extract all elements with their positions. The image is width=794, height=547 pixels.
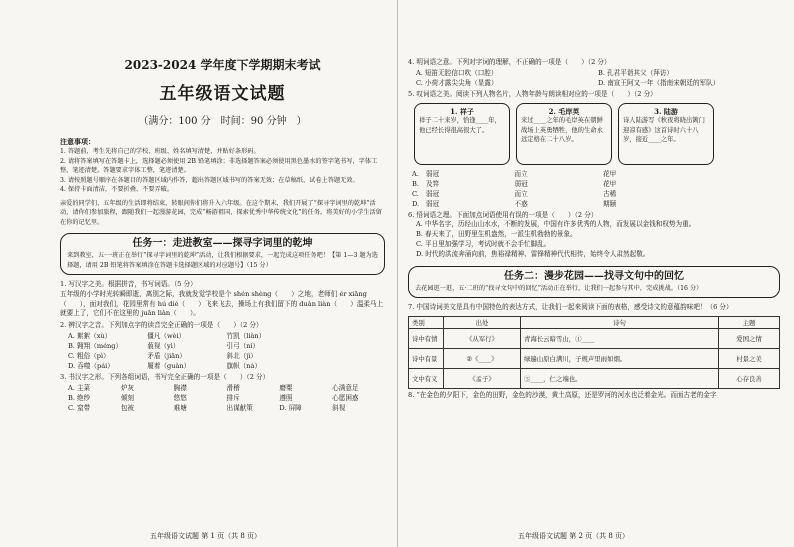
option-letter[interactable]: C. <box>412 189 419 198</box>
option: 炉灰 <box>120 383 135 392</box>
option: 难塘 <box>173 403 187 412</box>
page-footer: 五年级语文试题 第 2 页（共 8 页） <box>518 532 630 540</box>
option: 古稀 <box>603 189 617 198</box>
option: 矛盾（jiān） <box>147 351 186 360</box>
table-cell-fill[interactable]: ②《____》 <box>444 348 521 368</box>
option: 不惑 <box>514 199 528 208</box>
option-letter[interactable]: D. <box>412 199 420 208</box>
option: 藐视（yì） <box>147 341 180 350</box>
question-3: 3. 书汉字之形。下列各组词语，书写完全正确的一项是（ ）（2 分） <box>60 372 270 381</box>
option: 遵照 <box>279 393 293 402</box>
exam-meta: （满分：100 分 时间：90 分钟 ） <box>138 116 307 127</box>
table-cell: 诗中有景 <box>409 348 444 368</box>
table-header: 出处 <box>444 316 521 328</box>
question-4-options <box>408 68 780 88</box>
question-7: 7. 中国诗词美文是具有中国特色的表达方式，让我们一起来阅读下面的表格，感受诗文的意蕴韵味吧！（6 分） <box>408 303 733 312</box>
option: 期颐 <box>603 199 617 208</box>
person-card <box>516 103 612 165</box>
person-card <box>414 103 510 165</box>
option: 及笄 <box>426 179 440 188</box>
table-cell: 绿遍山原白满川，子规声里雨如烟。 <box>521 348 719 368</box>
card-text: 诗人陆游写《秋夜将晓出篱门迎凉有感》这首诗时六十八岁，接近____之年。 <box>623 117 705 144</box>
option <box>692 179 781 189</box>
question-2: 2. 辨汉字之音。下列加点字的读音完全正确的一项是（ ）（2 分） <box>60 321 263 330</box>
person-cards <box>414 103 780 165</box>
option: 心满意足 <box>332 383 359 392</box>
table-cell: 诗中有情 <box>409 328 444 348</box>
question-4: 4. 明词语之意。下列对字词的理解，不正确的一项是（ ）（2 分） <box>408 58 611 66</box>
table-cell: 《从军行》 <box>444 328 521 348</box>
option <box>306 341 385 351</box>
option[interactable]: B. 春天来了，田野里生机盎然，一派生机勃勃的景象。 <box>416 230 577 239</box>
task1-heading: 任务一：走进教室——探寻字词里的乾坤 <box>132 238 313 249</box>
option: 斜北（jì） <box>226 351 258 360</box>
task2-heading: 任务二：漫步花园——找寻文句中的回忆 <box>504 270 684 282</box>
option: 胸襟 <box>173 383 187 392</box>
option[interactable]: C. 粗俗（pì） <box>68 351 110 360</box>
option: 弱冠 <box>514 179 528 188</box>
note-item: 3. 请按照题号顺序在各题目的答题区域内作答，超出答题区域书写的答案无效；在草稿纸、试卷上答题无效。 <box>60 176 359 184</box>
question-5-options <box>408 169 780 209</box>
table-cell: 村景之美 <box>719 348 780 368</box>
option: 弱冠 <box>426 199 440 208</box>
table-cell: 《孟子》 <box>444 368 521 388</box>
question-3-options <box>60 383 385 413</box>
option[interactable]: D. 时代的洪流奔涌向前，焦裕禄精神、雷锋精神代代相传，始终令人肃然起敬。 <box>416 249 650 258</box>
option: 滑稽 <box>226 383 240 392</box>
option: 斜视 <box>332 403 346 412</box>
page-footer: 五年级语文试题 第 1 页（共 8 页） <box>150 532 262 540</box>
task2-box <box>408 266 780 299</box>
table-cell: 爱国之情 <box>719 328 780 348</box>
option: 花甲 <box>603 169 617 178</box>
option[interactable]: A. 主菜 <box>68 383 91 392</box>
card-text: 祥子二十来岁，恰逢____年，他已经长得很高很大了。 <box>419 117 501 134</box>
option: 弱冠 <box>426 169 440 178</box>
option: 旗帜（ná） <box>226 361 262 370</box>
table-cell-fill[interactable]: 青海长云暗雪山，①____ <box>521 328 719 348</box>
question-5: 5. 叹词语之美。阅读下列人物名片，人物年龄与朗读相对应的一项是（ ）（2 分） <box>408 89 657 98</box>
card-title: 2. 毛岸英 <box>548 106 580 116</box>
option: 花甲 <box>603 179 617 188</box>
option <box>306 331 385 341</box>
option[interactable]: D. 南宣王阿又一年（指南宋朝廷的军队） <box>598 78 720 87</box>
table-header-row <box>409 316 780 328</box>
option: 竹凯（liàn） <box>226 331 266 340</box>
question-2-options <box>60 331 385 371</box>
option[interactable]: C. 平日里加强学习，考试时就不会手忙脚乱。 <box>416 239 551 248</box>
option-letter[interactable]: B. <box>412 179 419 188</box>
table-header: 类别 <box>409 316 444 328</box>
task1-box <box>60 233 385 275</box>
table-header: 诗句 <box>521 316 719 328</box>
option: 排斥 <box>226 393 240 402</box>
option <box>692 199 781 209</box>
intro-paragraph: 亲爱的同学们，五年级的生活即将结束，转眼间你们将升入六年级。在这个期末，我们开展了“探寻字词里的乾坤”活动，请你们参加旅程，跟随我们一起漫游花园，完成“畅游祖国，探索优秀中华传统文化”的任务，将美好的小学生活留在你的记忆里。 <box>60 199 382 226</box>
paper-title: 五年级语文试题 <box>159 84 286 104</box>
option <box>692 169 781 179</box>
option[interactable]: C. 窒带 <box>68 403 91 412</box>
option: 包被 <box>120 403 135 412</box>
table-row <box>409 328 780 348</box>
page-right <box>397 0 794 547</box>
note-item: 2. 请将答案填写在答题卡上，选择题必须使用 2B 铅笔填涂；非选择题答案必须使用黑色墨水的签字笔书写，字体工整、笔迹清楚。答题要求字体工整，笔迹清楚。 <box>60 157 378 174</box>
table-cell-fill[interactable]: ③____，仁之端也。 <box>521 368 719 388</box>
person-card <box>618 103 714 165</box>
note-item: 1. 答题前，考生先将自己的学校、班级、姓名填写清楚，并贴好条形码。 <box>60 148 260 155</box>
table-cell: 文中有义 <box>409 368 444 388</box>
option <box>306 351 385 361</box>
option: 倾刻 <box>120 393 135 402</box>
option[interactable]: B. 孔君平诣其父（拜访） <box>598 68 673 77</box>
option: 而立 <box>514 169 528 178</box>
option: 磨粟 <box>279 383 293 392</box>
note-item: 4. 保持卡面清洁，不要折叠、不要弄破。 <box>60 186 174 193</box>
poem-table <box>408 316 780 389</box>
option <box>692 189 781 199</box>
option: 而立 <box>514 189 528 198</box>
option: 弱冠 <box>426 189 440 198</box>
notes-heading: 注意事项： <box>60 137 95 146</box>
option[interactable]: B. 翱翔（méng） <box>68 341 123 350</box>
card-title: 3. 陆游 <box>654 106 678 116</box>
exam-title: 2023-2024 学年度下学期期末考试 <box>124 58 321 72</box>
task1-desc: 来到教室，五·一班正在举行“探寻字词里的乾坤”活动，让我们根据要求，一起完成这项任务吧！【第 1—3 题为选择题，请用 2B 铅笔将答案填涂在答题卡选择题区域的对应题号】（15 分） <box>67 252 378 269</box>
option[interactable]: A. 中华名字，历经山山水水，不断的发展，中国有许多优秀的人物，而发展以金钱和权势为重。 <box>416 220 696 229</box>
option[interactable]: D. 屏障 <box>279 403 302 412</box>
table-header: 主题 <box>719 316 780 328</box>
question-8: 8. “在金色的夕阳下，金色的田野，金色的沙漠，黄土高原，还是罗河的河水也泛着金光。而面古老的金字 <box>408 390 717 399</box>
option[interactable]: D. 吞噬（pái） <box>68 361 114 370</box>
question-1: 1. 写汉字之美。根据拼音，书写词语。（5 分） <box>60 280 197 288</box>
option-letter[interactable]: A. <box>412 169 419 178</box>
option[interactable]: A. 短笛无腔信口吹（口腔） <box>416 68 498 77</box>
option[interactable]: C. 小荷才露尖尖角（显露） <box>416 78 498 87</box>
option: 出谋献策 <box>226 403 253 412</box>
option[interactable]: A. 絮絮（xù） <box>68 331 112 340</box>
option: 引弓（ní） <box>226 341 260 350</box>
table-row <box>409 368 780 388</box>
question-6: 6. 悟词语之理。下面加点词语使用有误的一项是（ ）（2 分） <box>408 210 598 219</box>
option <box>306 361 385 371</box>
card-title: 1. 祥子 <box>450 106 474 116</box>
card-text: 来过____之年的毛岸英在朝鲜战场上英勇牺牲，他的生命永远定格在二十八岁。 <box>521 117 603 144</box>
option[interactable]: B. 绝纱 <box>68 393 91 402</box>
task2-desc: 去花园逛一逛，五·二班的“找寻文句中的回忆”活动正在举行，让我们一起参与其中，完成挑战。（16 分） <box>415 284 703 292</box>
option: 履着（guàn） <box>147 361 191 370</box>
option: 僵凡（wèi） <box>147 331 186 340</box>
table-cell: 心存良善 <box>719 368 780 388</box>
table-row <box>409 348 780 368</box>
option: 悠悠 <box>173 393 187 402</box>
option: 心愿困惑 <box>332 393 359 402</box>
question-1-text: 五年级的小学时光转瞬即逝，离别之际，我就发觉学校是个 shén shèng（ ）之地，老师们 ér xiāng（ ），面对我们，花园里常有 hú dié（ ）飞来飞去，操场上有我们留下的 duàn liàn（ ）温柔马上就要上了，它们不在这里的 juān liàn（ ）。 <box>60 289 384 318</box>
